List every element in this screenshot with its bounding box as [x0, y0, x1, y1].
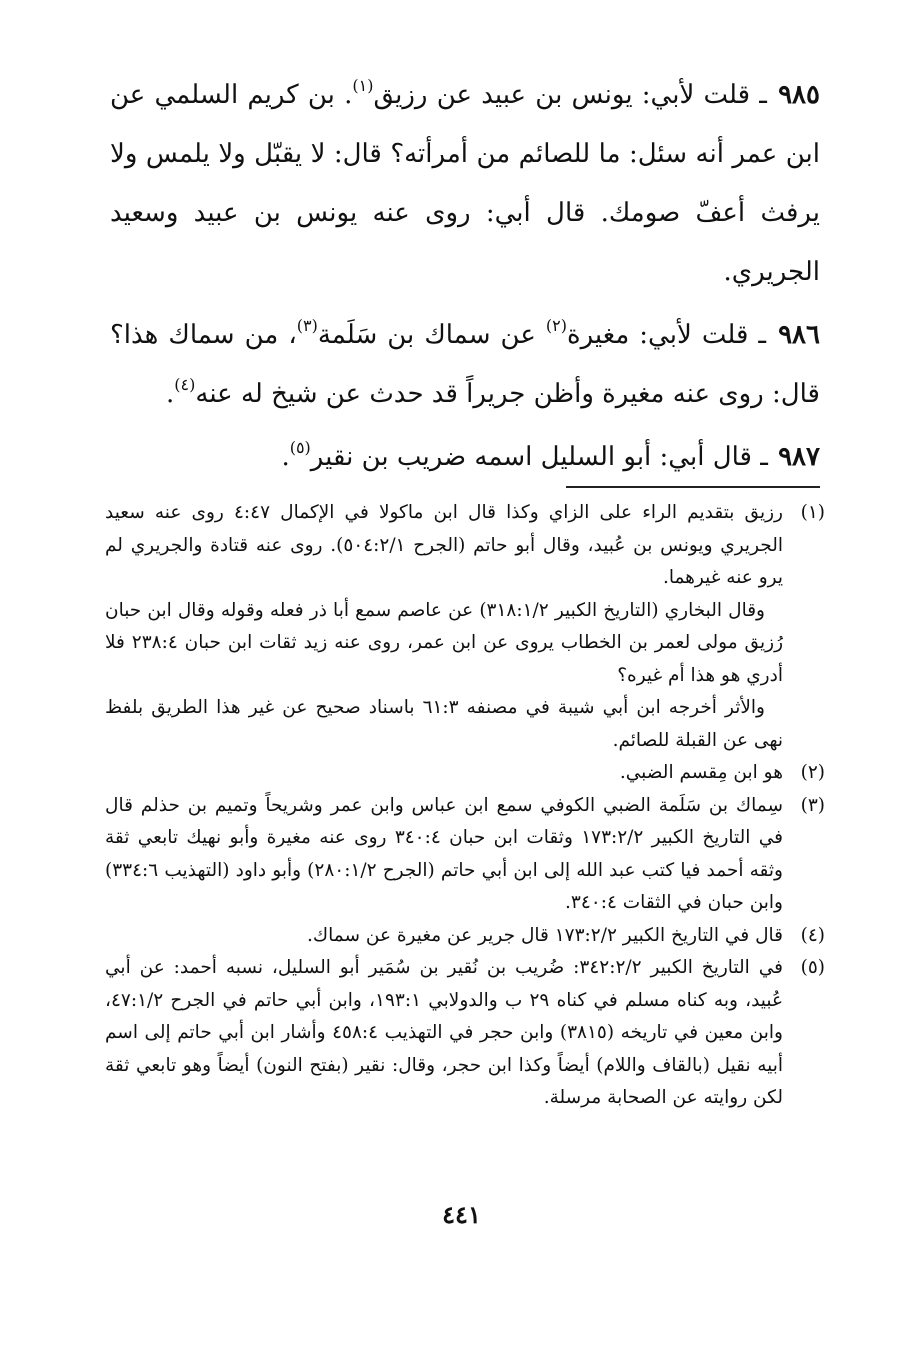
entry-text: عن سماك بن سَلَمة	[317, 320, 546, 350]
footnote-2	[105, 757, 825, 790]
entry-text: .	[281, 442, 290, 472]
footnote-reference: (٢)	[545, 316, 567, 335]
entry-number: ٩٨٥	[778, 80, 820, 110]
entry-number: ٩٨٦	[778, 320, 820, 350]
footnote-reference: (٤)	[174, 375, 196, 394]
entry-text: . بن كريم السلمي عن ابن عمر أنه سئل: ما للصائم من أمرأته؟ قال: لا يقبّل ولا يلمس ولا يرفث أعفّ صومك. قال أبي: روى عنه يونس بن عبيد وسعيد الجريري.	[110, 80, 820, 287]
footnote-1	[105, 497, 825, 757]
page-number: ٤٤١	[442, 1200, 481, 1229]
entry-text: ـ قلت لأبي: يونس بن عبيد عن رزيق	[373, 80, 767, 110]
footnote-paragraph: في التاريخ الكبير ٣٤٢:٢/٢: ضُريب بن نُقير بن سُمَير أبو السليل، نسبه أحمد: عن أبي عُبيد، وبه كناه مسلم في كناه ٢٩ ب والدولابي ١٩٣:١، وابن أبي حاتم في الجرح ٤٧:١/٢، وابن معين في تاريخه (٣٨١٥) وابن حجر في التهذيب ٤٥٨:٤ وأشار ابن أبي حاتم إلى اسم أبيه نقيل (بالقاف واللام) أيضاً وكذا ابن حجر، وقال: نقير (بفتح النون) أيضاً وهو تابعي ثقة لكن روايته عن الصحابة مرسلة.	[105, 957, 783, 1108]
footnote-3	[105, 790, 825, 920]
footnotes	[105, 497, 825, 1115]
footnote-reference: (٣)	[296, 316, 318, 335]
footnote-reference: (٥)	[289, 438, 311, 457]
entry-3	[110, 428, 820, 487]
entry-text: .	[166, 379, 175, 409]
footnote-number: (٥)	[800, 957, 825, 978]
entry-number: ٩٨٧	[778, 442, 820, 472]
footnote-number: (٤)	[800, 924, 825, 946]
entry-2	[110, 306, 820, 424]
footnote-4	[105, 920, 825, 953]
footnote-number: (٣)	[800, 794, 825, 816]
entry-text: ، من سماك هذا؟ قال: روى عنه مغيرة وأظن جريراً قد حدث عن شيخ له عنه	[110, 320, 820, 409]
footnote-paragraph: هو ابن مِقسم الضبي.	[619, 762, 783, 783]
footnote-5	[105, 952, 825, 1115]
main-text	[110, 66, 820, 491]
footnote-number: (٢)	[800, 762, 825, 783]
entry-text: ـ قال أبي: أبو السليل اسمه ضريب بن نقير	[310, 442, 768, 472]
footnote-reference: (١)	[352, 76, 374, 95]
footnote-separator	[566, 486, 820, 488]
footnote-paragraph: وقال البخاري (التاريخ الكبير ٣١٨:١/٢) عن عاصم سمع أبا ذر فعله وقوله وقال ابن حبان رُزيق مولى لعمر بن الخطاب يروى عن ابن عمر، روى عنه زيد ثقات ابن حبان ٢٣٨:٤ فلا أدري هو هذا أم غيره؟	[105, 599, 783, 686]
footnote-paragraph: رزيق بتقديم الراء على الزاي وكذا قال ابن ماكولا في الإكمال ٤:٤٧ روى عنه سعيد الجريري ويونس بن عُبيد، وقال أبو حاتم (الجرح ٥٠٤:٢/١). روى عنه قتادة والجريري لم يرو عنه غيرهما.	[105, 502, 784, 588]
footnote-paragraph: والأثر أخرجه ابن أبي شيبة في مصنفه ٦١:٣ باسناد صحيح عن غير هذا الطريق بلفظ نهى عن القبلة للصائم.	[105, 697, 783, 751]
footnote-paragraph: سِماك بن سَلَمة الضبي الكوفي سمع ابن عباس وابن عمر وشريحاً وتميم بن حذلم قال في التاريخ الكبير ١٧٣:٢/٢ وثقات ابن حبان ٣٤٠:٤ روى عنه مغيرة وأبو نهيك تابعي ثقة وثقه أحمد فيا كتب عبد الله إلى ابن أبي حاتم (الجرح ٢٨٠:١/٢) وأبو داود (التهذيب ٣٣٤:٦) وابن حبان في الثقات ٣٤٠:٤.	[105, 794, 783, 913]
entry-text: ـ قلت لأبي: مغيرة	[566, 320, 767, 350]
footnote-number: (١)	[800, 502, 825, 523]
entry-1	[110, 66, 820, 302]
footnote-paragraph: قال في التاريخ الكبير ١٧٣:٢/٢ قال جرير عن مغيرة عن سماك.	[307, 924, 783, 946]
